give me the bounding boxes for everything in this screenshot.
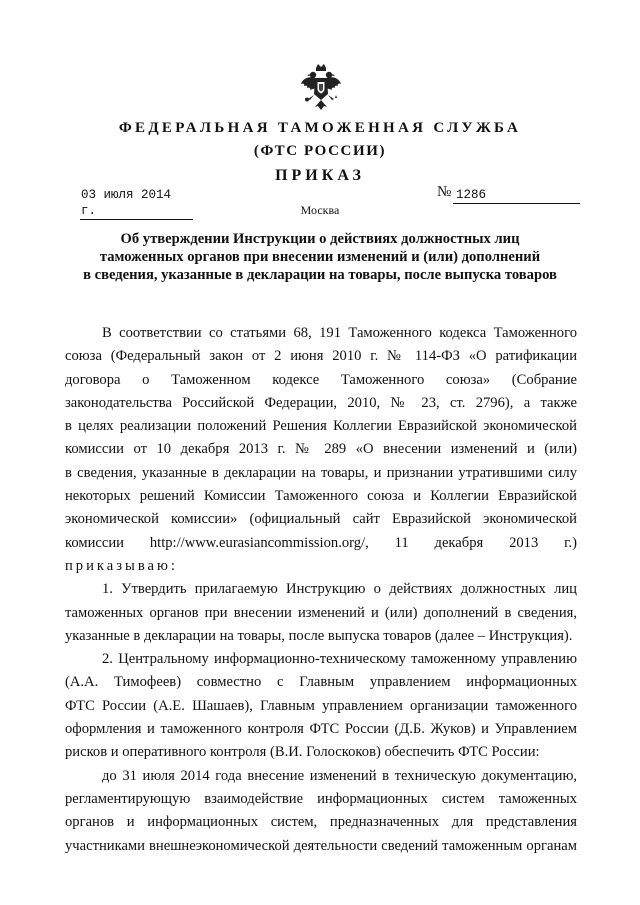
- number-label: №: [437, 184, 452, 200]
- body-line: участниками внешнеэкономической деятельности сведений таможенным органам: [65, 837, 577, 854]
- agency-name: ФЕДЕРАЛЬНАЯ ТАМОЖЕННАЯ СЛУЖБА: [118, 120, 522, 136]
- body-line: в сведения, указанные в декларации на товары, и признании утратившими силу: [65, 464, 577, 481]
- body-line: ФТС России (А.Е. Шашаев), Главным управлением организации таможенного: [65, 697, 577, 714]
- body-line: (А.А. Тимофеев) совместно с Главным управлением информационных: [65, 674, 577, 691]
- body-line: рисков и оперативного контроля (В.И. Голоскоков) обеспечить ФТС России:: [65, 744, 540, 761]
- body-line: до 31 июля 2014 года внесение изменений в техническую документацию,: [102, 767, 577, 784]
- document-title: [70, 230, 570, 284]
- body-line: органов и информационных систем, предназначенных для представления: [65, 814, 577, 831]
- body-line: некоторых решений Комиссии Таможенного союза и Коллегии Евразийской: [65, 488, 577, 505]
- body-line: В соответствии со статьями 68, 191 Таможенного кодекса Таможенного: [102, 325, 577, 341]
- document-type: ПРИКАЗ: [275, 167, 365, 184]
- order-number: 1286: [453, 187, 580, 204]
- title-line: в сведения, указанные в декларации на товары, после выпуска товаров: [83, 267, 557, 283]
- body-line: в целях реализации положений Решения Коллегии Евразийской экономической: [65, 418, 577, 435]
- document-body: [65, 322, 577, 858]
- body-line: 1. Утвердить прилагаемую Инструкцию о действиях должностных лиц: [102, 581, 577, 598]
- body-line: договора о Таможенном кодексе Таможенного союза» (Собрание: [65, 371, 577, 388]
- coat-of-arms-emblem: [299, 62, 343, 114]
- body-line: указанные в декларации на товары, после выпуска товаров (далее – Инструкция).: [65, 627, 573, 644]
- order-date: 03 июля 2014 г.: [80, 187, 193, 220]
- title-line: Об утверждении Инструкции о действиях должностных лиц: [120, 231, 520, 247]
- body-line: оформления и таможенного контроля ФТС России (Д.Б. Жуков) и Управлением: [65, 721, 577, 738]
- body-line: регламентирующую взаимодействие информационных систем таможенных: [65, 790, 577, 807]
- body-line: союза (Федеральный закон от 2 июня 2010 г. № 114-ФЗ «О ратификации: [65, 348, 577, 365]
- double-headed-eagle-icon: [299, 62, 343, 114]
- city: Москва: [300, 203, 340, 217]
- body-line: таможенных органов при внесении изменений и (или) дополнений в сведения,: [65, 604, 577, 621]
- body-line: экономической комиссии» (официальный сайт Евразийской экономической: [65, 511, 577, 528]
- body-line: комиссии http://www.eurasiancommission.org/, 11 декабря 2013 г.): [65, 534, 577, 551]
- agency-abbreviation: (ФТС РОССИИ): [253, 143, 387, 159]
- body-line: комиссии от 10 декабря 2013 г. № 289 «О внесении изменений и (или): [65, 441, 577, 458]
- body-line: законодательства Российской Федерации, 2010, № 23, ст. 2796), а также: [65, 394, 577, 411]
- body-line: 2. Центральному информационно-техническому таможенному управлению: [102, 651, 577, 668]
- body-line-order-word: приказываю:: [65, 557, 178, 574]
- title-line: таможенных органов при внесении изменений и (или) дополнений: [99, 249, 541, 265]
